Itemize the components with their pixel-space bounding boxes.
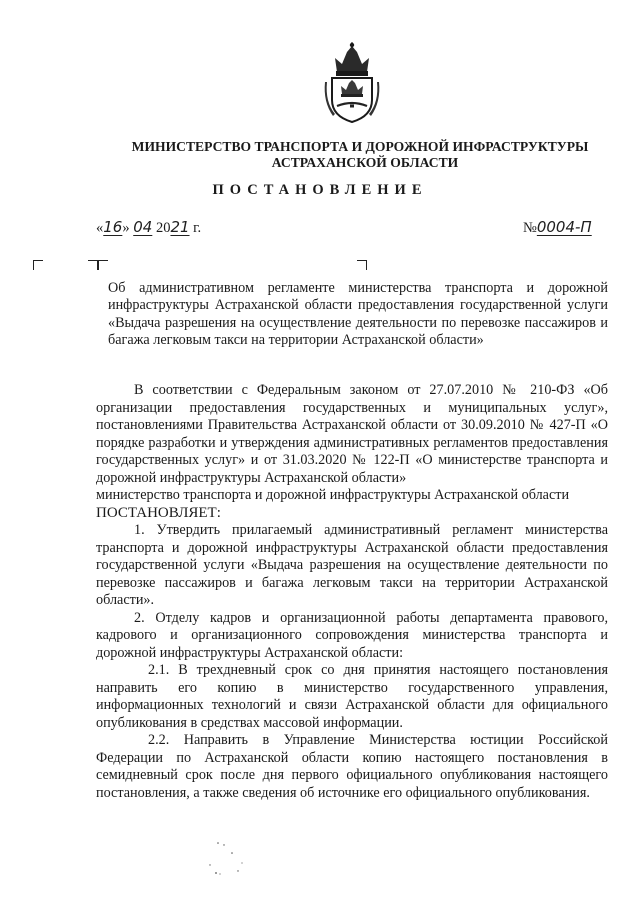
date-open-quote: « (96, 220, 104, 236)
authority-line: министерство транспорта и дорожной инфраструктуры Астраханской области (96, 487, 570, 503)
coat-of-arms-icon (323, 42, 381, 124)
title-corner-mark-right (357, 260, 367, 270)
title-corner-mark-left-outer (33, 260, 43, 270)
document-body (96, 382, 608, 802)
document-type-heading: ПОСТАНОВЛЕНИЕ (212, 182, 428, 198)
date-year-mark: г. (193, 220, 202, 236)
title-corner-mark-left-inner-b (98, 260, 108, 270)
document-title: Об административном регламенте министерства транспорта и дорожной инфраструктуры Астраханской области предоставления государственной услуги «Выдача разрешения на осуществление деятельности по перевозке пассажиров и багажа легковым такси на территории Астраханской области» (108, 280, 608, 348)
date-year-suffix: 21 (170, 218, 190, 236)
date-year-prefix: 20 (155, 220, 171, 236)
date-month: 04 (133, 218, 153, 236)
paragraph-2-2: 2.2. Направить в Управление Министерства юстиции Российской Федерации по Астраханской области копию настоящего постановления в семидневный срок после дня первого официального опубликования настоящего постановления, а также сведения об источнике его официального опубликования. (96, 732, 608, 801)
date-day: 16 (103, 218, 123, 236)
ministry-name-line-1: МИНИСТЕРСТВО ТРАНСПОРТА И ДОРОЖНОЙ ИНФРАСТРУКТУРЫ (131, 139, 589, 154)
scan-noise-marks (180, 835, 300, 885)
paragraph-2: 2. Отделу кадров и организационной работы департамента правового, кадрового и организационного сопровождения министерства транспорта и дорожной инфраструктуры Астраханской области: (96, 609, 608, 661)
paragraph-1: 1. Утвердить прилагаемый административный регламент министерства транспорта и дорожной инфраструктуры Астраханской области предоставления государственной услуги «Выдача разрешения на осуществление деятельности по перевозке пассажиров и багажа легковым такси на территории Астраханской области». (96, 522, 608, 608)
document-number (523, 218, 592, 237)
ministry-name-line-2: АСТРАХАНСКОЙ ОБЛАСТИ (271, 155, 459, 170)
date-close-quote: » (122, 220, 130, 236)
title-corner-mark-left-inner-a (88, 260, 98, 270)
paragraph-2-1: 2.1. В трехдневный срок со дня принятия настоящего постановления направить его копию в министерство государственного управления, информационных технологий и связи Астраханской области для официального опубликования в средствах массовой информации. (96, 662, 608, 731)
number-prefix: № (523, 220, 537, 236)
number-value: 0004-П (536, 218, 592, 236)
preamble-paragraph: В соответствии с Федеральным законом от 27.07.2010 № 210-ФЗ «Об организации предоставления государственных и муниципальных услуг», постановлениями Правительства Астраханской области от 30.09.2010 № 427-П «О порядке разработки и утверждения административных регламентов предоставления государственных услуг» и от 31.03.2020 № 122-П «О министерстве транспорта и дорожной инфраструктуры Астраханской области» (96, 382, 608, 486)
document-date (96, 218, 201, 237)
decree-word: ПОСТАНОВЛЯЕТ: (96, 504, 221, 521)
